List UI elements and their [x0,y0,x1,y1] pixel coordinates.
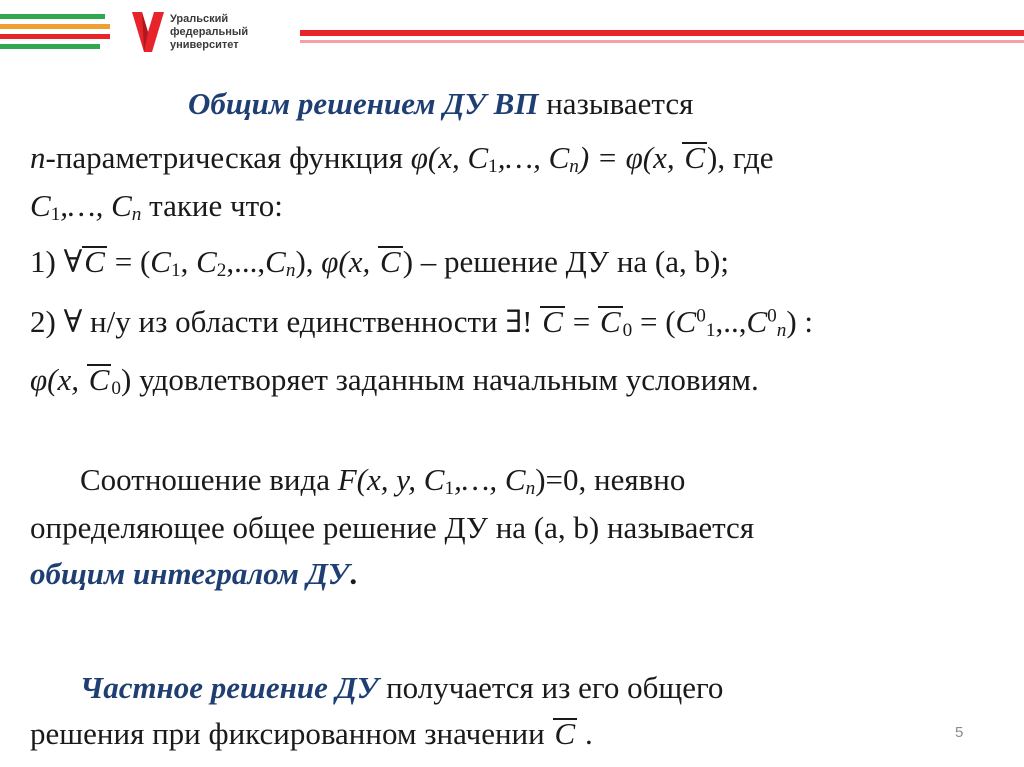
sub-0: 0 [111,378,122,400]
expr-phi: φ(x, [321,244,378,279]
dots: ,..., [226,244,266,279]
orange-stripe [0,24,110,29]
initial-conditions-line [30,362,759,398]
sub-1: 1 [444,478,455,500]
c-n-0: C [746,304,768,339]
logo-line-2: федеральный [170,26,249,38]
constants-line [30,188,283,224]
particular-solution-line [80,670,723,706]
term-general-integral: общим интегралом ДУ [30,556,350,591]
period: . [577,716,593,751]
forall-symbol: ∀ [63,244,83,279]
expr-mid: ,…, C [497,140,570,175]
fixed-value-line [30,716,593,752]
vector-c: C [684,140,706,175]
var-n: n [30,140,46,175]
vector-c: C [380,244,401,279]
sub-1: 1 [488,156,498,178]
expr-f: F(x, y, C [337,462,445,497]
condition-2 [30,304,813,340]
expr-phi: φ(x, [30,362,87,397]
supsub-1 [696,305,716,342]
pink-stripe-long [300,40,1024,43]
condition-1-number: 1) [30,244,64,279]
text-solution-on-interval: – решение ДУ на (a, b); [413,244,729,279]
sub-n: n [776,320,787,342]
text-defining: определяющее общее решение ДУ на (a, b) называется [30,510,755,545]
vector-c0: C [88,362,110,397]
sub-n: n [131,204,142,226]
relation-line [80,462,685,498]
green-stripe [0,14,105,19]
vector-c: C [84,244,105,279]
text-parametric: -параметрическая функция [45,140,411,175]
sub-1: 1 [50,204,61,226]
expr-eq: ) = φ(x, [578,140,683,175]
vector-c: C [542,304,563,339]
red-stripe-left [0,34,110,39]
vector-c0: C [599,304,621,339]
c-2: C [196,244,217,279]
text-such-that: такие что: [141,188,283,223]
parametric-function-line [30,140,774,176]
sub-2: 2 [216,260,227,282]
sub-n: n [285,260,296,282]
expr-mid: ,…, C [454,462,526,497]
dots: ,.., [715,304,747,339]
sup-0: 0 [767,305,777,327]
term-particular-solution: Частное решение ДУ [80,670,379,705]
term-general-solution: Общим решением ДУ ВП [188,86,539,121]
sub-0: 0 [622,320,633,342]
university-logo-text [170,13,248,52]
definition-general-solution-title [188,86,693,122]
const-c1: C [30,188,51,223]
logo-line-3: университет [170,39,239,51]
text-implicit: )=0, неявно [535,462,686,497]
sup-0: 0 [696,305,706,327]
text-fixed-value: решения при фиксированном значении [30,716,553,751]
condition-2-text: 2) ∀ н/у из области единственности ∃! [30,304,541,339]
close-paren-2: ) [402,244,414,279]
period: . [349,556,358,591]
eq-open: = ( [106,244,151,279]
sub-n: n [569,156,579,178]
eq-open: = ( [632,304,676,339]
c-1-0: C [675,304,697,339]
logo-line-1: Уральский [170,13,229,25]
const-mid: ,…, C [60,188,132,223]
red-stripe-long [300,30,1024,36]
sub-1: 1 [170,260,181,282]
green-stripe-2 [0,44,100,49]
vector-c: C [554,716,576,751]
expr-phi: φ(x, C [410,140,489,175]
eq: = [564,304,598,339]
sub-1: 1 [705,320,716,342]
close-paren: ) : [786,304,814,339]
defining-line [30,510,754,546]
slide-header [0,0,1024,72]
text-is-called: называется [538,86,694,121]
text-satisfies: ) удовлетворяет заданным начальным условиям. [121,362,759,397]
supsub-n [767,305,787,342]
c-n: C [265,244,286,279]
close-paren: ), [295,244,322,279]
general-integral-line [30,556,357,592]
sep: , [180,244,197,279]
text-obtained: получается из его общего [378,670,724,705]
c-1: C [150,244,171,279]
text-relation: Соотношение вида [80,462,338,497]
sub-n: n [525,478,536,500]
university-logo-icon [130,10,166,54]
condition-1 [30,244,729,280]
text-where: ), где [707,140,774,175]
page-number: 5 [955,724,964,741]
